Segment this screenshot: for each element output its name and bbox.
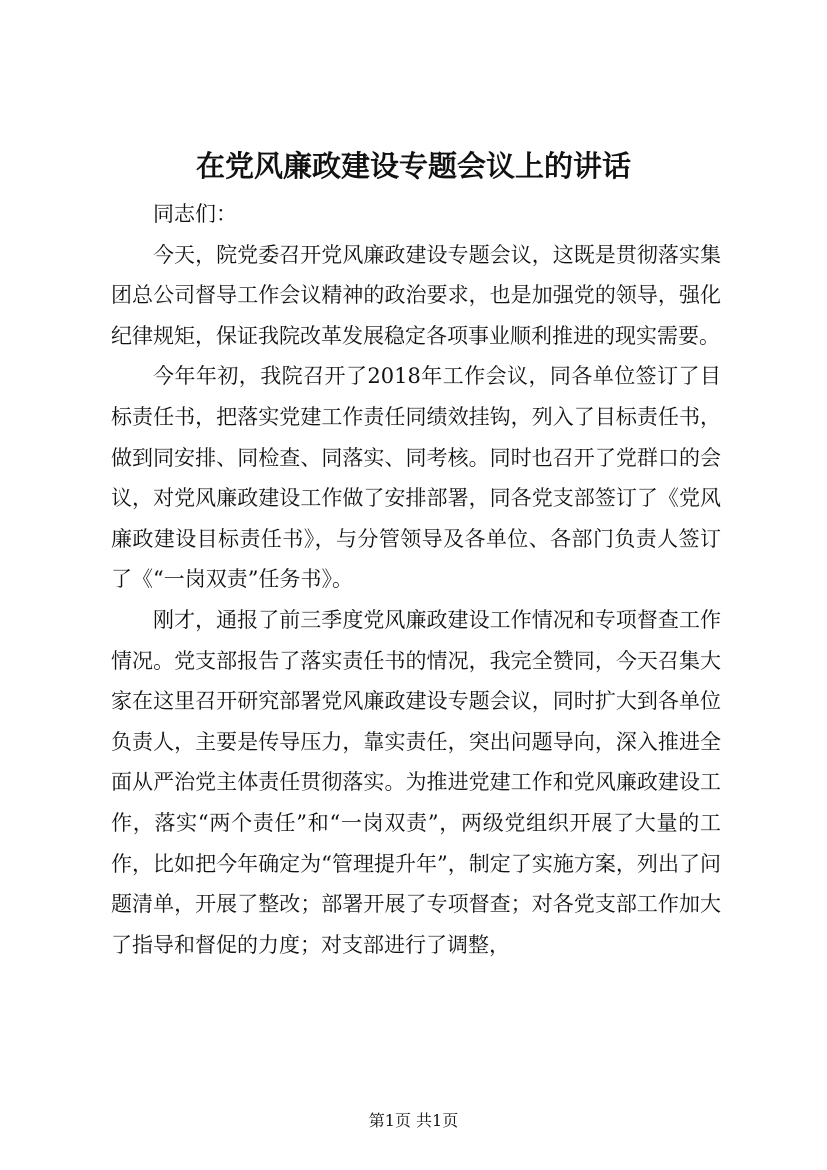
document-title: 在党风廉政建设专题会议上的讲话 xyxy=(195,149,631,183)
paragraph-2: 今年年初，我院召开了2018年工作会议，同各单位签订了目标责任书，把落实党建工作责任同绩效挂钩，列入了目标责任书，做到同安排、同检查、同落实、同考核。同时也召开了党群口的会议，对党风廉政建设工作做了安排部署，同各党支部签订了《党风廉政建设目标责任书》，与分管领导及各单位、各部门负责人签订了《“一岗双责”任务书》。 xyxy=(111,364,721,592)
salutation: 同志们： xyxy=(153,202,237,226)
document-body xyxy=(111,194,721,965)
paragraph-3: 刚才，通报了前三季度党风廉政建设工作情况和专项督查工作情况。党支部报告了落实责任书的情况，我完全赞同，今天召集大家在这里召开研究部署党风廉政建设专题会议，同时扩大到各单位负责人，主要是传导压力，靠实责任，突出问题导向，深入推进全面从严治党主体责任贯彻落实。为推进党建工作和党风廉政建设工作，落实“两个责任”和“一岗双责”，两级党组织开展了大量的工作，比如把今年确定为“管理提升年”，制定了实施方案，列出了问题清单，开展了整改；部署开展了专项督查；对各党支部工作加大了指导和督促的力度；对支部进行了调整， xyxy=(111,607,721,957)
page-footer: 第1页 共1页 xyxy=(368,1111,459,1130)
paragraph-1: 今天，院党委召开党风廉政建设专题会议，这既是贯彻落实集团总公司督导工作会议精神的政治要求，也是加强党的领导，强化纪律规矩，保证我院改革发展稳定各项事业顺利推进的现实需要。 xyxy=(111,242,721,348)
